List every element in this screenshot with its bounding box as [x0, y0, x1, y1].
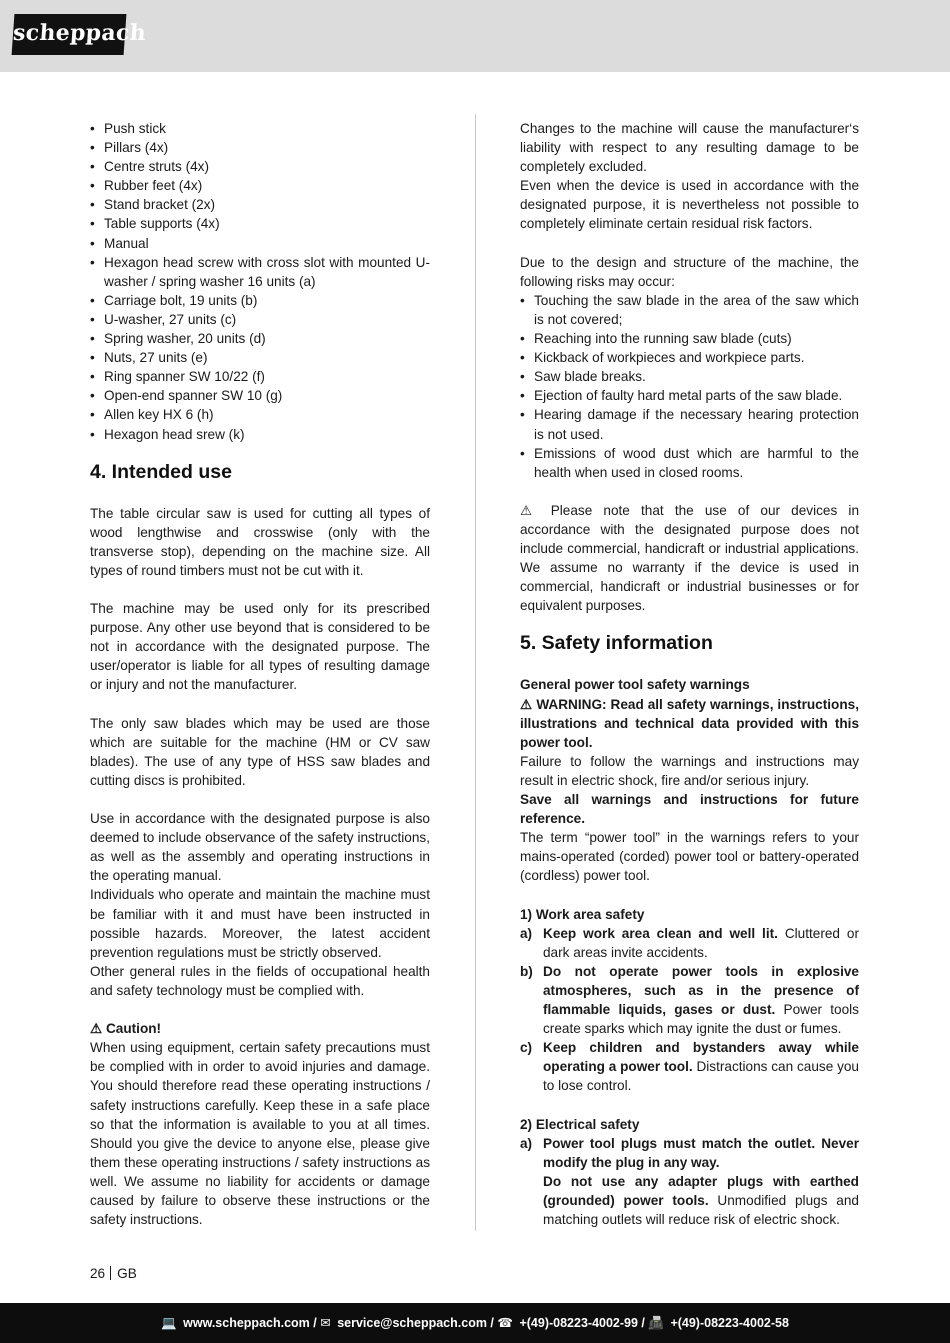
caution-paragraph: When using equipment, certain safety precautions must be complied with in order to avoid injuries and damage. You should therefore read these operating instructions / safety instructions carefully. Keep these in a safe place so that the information is available to you at all times. Should you give the device to anyone else, please give them these operating instructions / safety instructions as well. We assume no liability for accidents or damage caused by failure to observe these instructions or the safety instructions. [90, 1040, 430, 1228]
risk-list [520, 291, 859, 482]
list-item: • Touching the saw blade in the area of the saw which is not covered; [520, 291, 859, 329]
fax-icon: 📠 [648, 1316, 664, 1330]
section-4-title: 4. Intended use [90, 460, 232, 483]
list-item [520, 924, 859, 962]
computer-icon: 💻 [161, 1316, 177, 1330]
list-item: • Saw blade breaks. [520, 367, 859, 386]
phone-icon: ☎ [497, 1316, 513, 1330]
page-number-value: 26 [90, 1266, 106, 1281]
work-area-heading: 1) Work area safety [520, 906, 645, 922]
list-item: • Hexagon head screw with cross slot with mounted U-washer / spring washer 16 units (a) [90, 253, 430, 291]
warranty-note: ⚠ Please note that the use of our devices in accordance with the designated purpose does not include commercial, handicraft or industrial applications. We assume no warranty if the device is used in commercial, handicraft or industrial businesses or for equivalent purposes. [520, 502, 859, 614]
list-item: • Manual [90, 234, 430, 253]
list-item [520, 1038, 859, 1095]
list-item: • Carriage bolt, 19 units (b) [90, 291, 430, 310]
intended-use-paragraph: Individuals who operate and maintain the machine must be familiar with it and must have been instructed in possible hazards. Moreover, the latest accident prevention regulations must be strictly observed. [90, 887, 430, 960]
item-label: c) [520, 1040, 533, 1056]
list-item: • Pillars (4x) [90, 138, 430, 157]
list-item [520, 1134, 859, 1229]
list-item: • Table supports (4x) [90, 214, 430, 233]
page-number [90, 1264, 137, 1283]
item-bold-text: Do not use any adapter plugs with earthed (grounded) power tools. [543, 1173, 859, 1208]
mail-icon: ✉ [320, 1316, 331, 1330]
item-bold-text: Keep work area clean and well lit. [543, 925, 778, 941]
item-text: Distractions can cause you to lose control. [543, 1059, 859, 1094]
risks-intro: Due to the design and structure of the machine, the following risks may occur: [520, 254, 859, 289]
phone-number: +(49)-08223-4002-99 / [519, 1316, 645, 1330]
work-area-list [520, 924, 859, 1096]
list-item: • Hearing damage if the necessary hearing protection is not used. [520, 405, 859, 443]
item-bold-text: Power tool plugs must match the outlet. Never modify the plug in any way. [543, 1135, 859, 1170]
intended-use-paragraph: Other general rules in the fields of occupational health and safety technology must be complied with. [90, 963, 430, 998]
intended-use-paragraph: The only saw blades which may be used are those which are suitable for the machine (HM or CV saw blades). The use of any type of HSS saw blades and cutting discs is prohibited. [90, 715, 430, 788]
list-item: • Centre struts (4x) [90, 157, 430, 176]
right-column [520, 119, 859, 1229]
intended-use-paragraph: Use in accordance with the designated purpose is also deemed to include observance of the safety instructions, as well as the assembly and operating instructions in the operating manual. [90, 811, 430, 884]
contact-footer [0, 1303, 950, 1343]
electrical-list [520, 1134, 859, 1229]
email-link[interactable]: service@scheppach.com / [337, 1316, 494, 1330]
list-item: • Ejection of faulty hard metal parts of the saw blade. [520, 386, 859, 405]
item-text: Cluttered or dark areas invite accidents. [543, 925, 859, 960]
item-bold-text: Keep children and bystanders away while operating a power tool. [543, 1040, 859, 1075]
list-item: • Rubber feet (4x) [90, 176, 430, 195]
electrical-heading: 2) Electrical safety [520, 1116, 640, 1132]
list-item: • Hexagon head srew (k) [90, 425, 430, 444]
scheppach-logo: scheppach [12, 14, 127, 55]
list-item: • Reaching into the running saw blade (cuts) [520, 329, 859, 348]
item-label: a) [520, 925, 533, 941]
list-item: • Kickback of workpieces and workpiece parts. [520, 348, 859, 367]
language-code: GB [117, 1266, 137, 1281]
section-5-title: 5. Safety information [520, 632, 713, 655]
list-item: • Ring spanner SW 10/22 (f) [90, 367, 430, 386]
website-link[interactable]: www.scheppach.com / [183, 1316, 317, 1330]
save-instructions: Save all warnings and instructions for future reference. [520, 792, 859, 827]
caution-heading: ⚠ Caution! [90, 1021, 162, 1037]
column-divider [475, 114, 476, 1231]
list-item: • Nuts, 27 units (e) [90, 348, 430, 367]
list-item: • Spring washer, 20 units (d) [90, 329, 430, 348]
warning-consequence: Failure to follow the warnings and instructions may result in electric shock, fire and/or serious injury. [520, 753, 859, 788]
item-text: Unmodified plugs and matching outlets will reduce risk of electric shock. [543, 1192, 859, 1228]
item-bold-text: Do not operate power tools in explosive atmospheres, such as in the presence of flammable liquids, gases or dust. [543, 963, 859, 1018]
list-item [520, 962, 859, 1038]
list-item: • Allen key HX 6 (h) [90, 405, 430, 424]
intended-use-paragraph: The table circular saw is used for cutting all types of wood lengthwise and crosswise (only with the transverse stop), depending on the machine size. All types of round timbers must not be cut with it. [90, 505, 430, 578]
power-tool-term: The term “power tool” in the warnings refers to your mains-operated (corded) power tool or battery-operated (cordless) power tool. [520, 830, 859, 884]
fax-number: +(49)-08223-4002-58 [670, 1316, 789, 1330]
parts-list [90, 119, 430, 444]
item-label: a) [520, 1135, 533, 1151]
page-header [0, 0, 950, 72]
list-item: • Push stick [90, 119, 430, 138]
liability-paragraph: Changes to the machine will cause the manufacturer‘s liability with respect to any resulting damage to be completely excluded. [520, 121, 859, 175]
warning-read-all: ⚠ WARNING: Read all safety warnings, instructions, illustrations and technical data provided with this power tool. [520, 696, 859, 750]
list-item: • Stand bracket (2x) [90, 195, 430, 214]
general-warnings-heading: General power tool safety warnings [520, 677, 750, 693]
left-column [90, 119, 430, 1229]
item-text: Power tools create sparks which may ignite the dust or fumes. [543, 1002, 859, 1037]
item-label: b) [520, 963, 533, 979]
list-item: • U-washer, 27 units (c) [90, 310, 430, 329]
residual-risk-paragraph: Even when the device is used in accordance with the designated purpose, it is nevertheless not possible to completely eliminate certain residual risk factors. [520, 178, 859, 232]
intended-use-paragraph: The machine may be used only for its prescribed purpose. Any other use beyond that is considered to be not in accordance with the designated purpose. The user/operator is liable for all types of resulting damage or injury and not the manufacturer. [90, 601, 430, 693]
list-item: • Emissions of wood dust which are harmful to the health when used in closed rooms. [520, 444, 859, 482]
list-item: • Open-end spanner SW 10 (g) [90, 386, 430, 405]
